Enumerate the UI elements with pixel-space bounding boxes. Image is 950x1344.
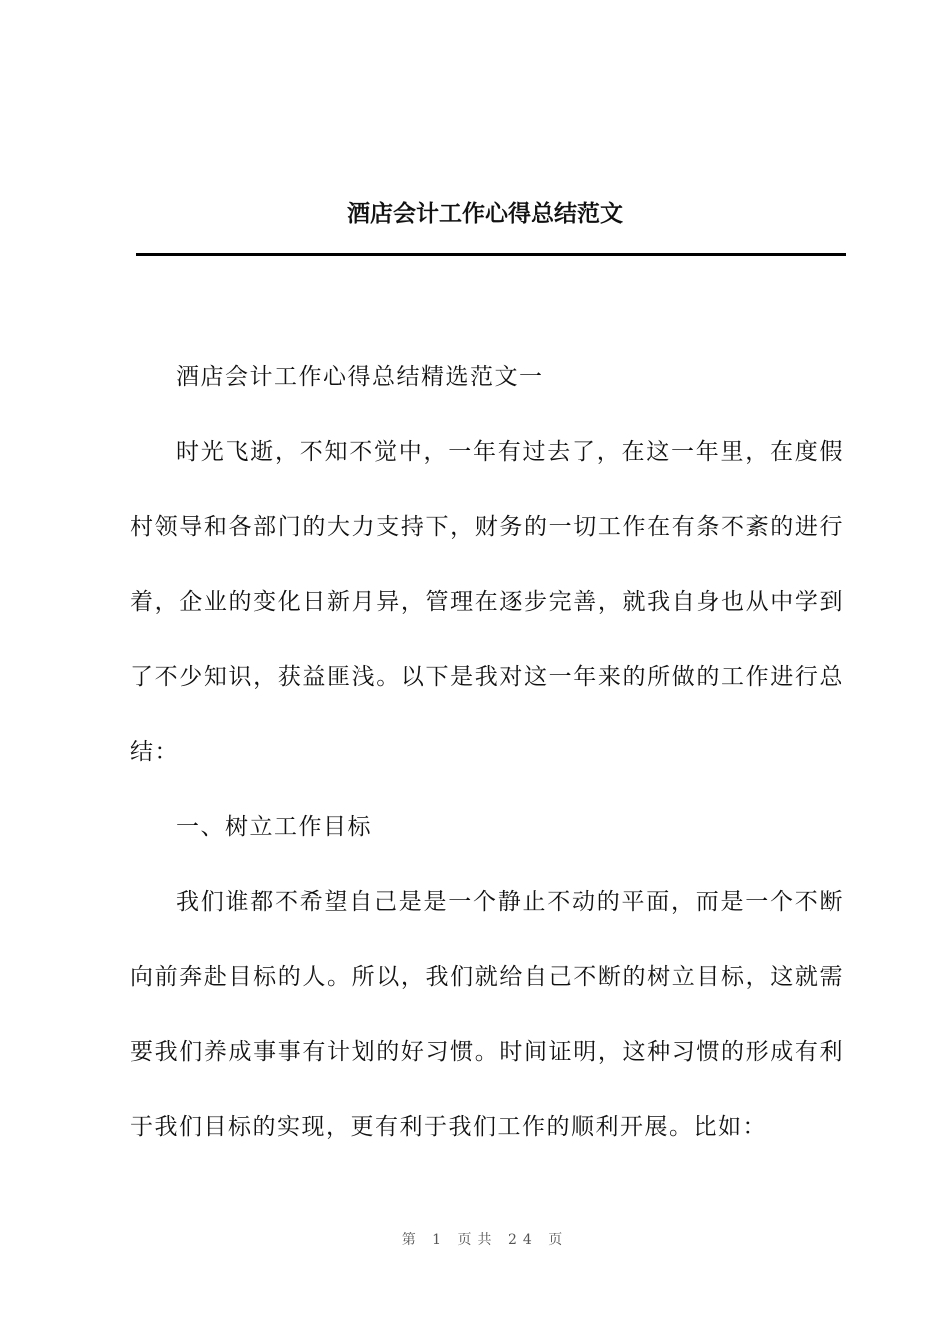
body-paragraph: 时光飞逝，不知不觉中，一年有过去了，在这一年里，在度假村领导和各部门的大力支持下，财务的一切工作在有条不紊的进行着，企业的变化日新月异，管理在逐步完善，就我自身也从中学到了不少知识，获益匪浅。以下是我对这一年来的所做的工作进行总结： [130, 439, 844, 765]
document-body [130, 340, 844, 1165]
subsection-heading: 一、树立工作目标 [176, 814, 372, 840]
body-paragraph: 我们谁都不希望自己是是一个静止不动的平面，而是一个不断向前奔赴目标的人。所以，我们就给自己不断的树立目标，这就需要我们养成事事有计划的好习惯。时间证明，这种习惯的形成有利于我们目标的实现，更有利于我们工作的顺利开展。比如： [130, 889, 844, 1140]
page-number-footer: 第 1 页共 24 页 [401, 1232, 569, 1248]
document-title: 酒店会计工作心得总结范文 [347, 200, 623, 227]
title-underline [136, 253, 846, 256]
section-heading: 酒店会计工作心得总结精选范文一 [176, 364, 544, 390]
